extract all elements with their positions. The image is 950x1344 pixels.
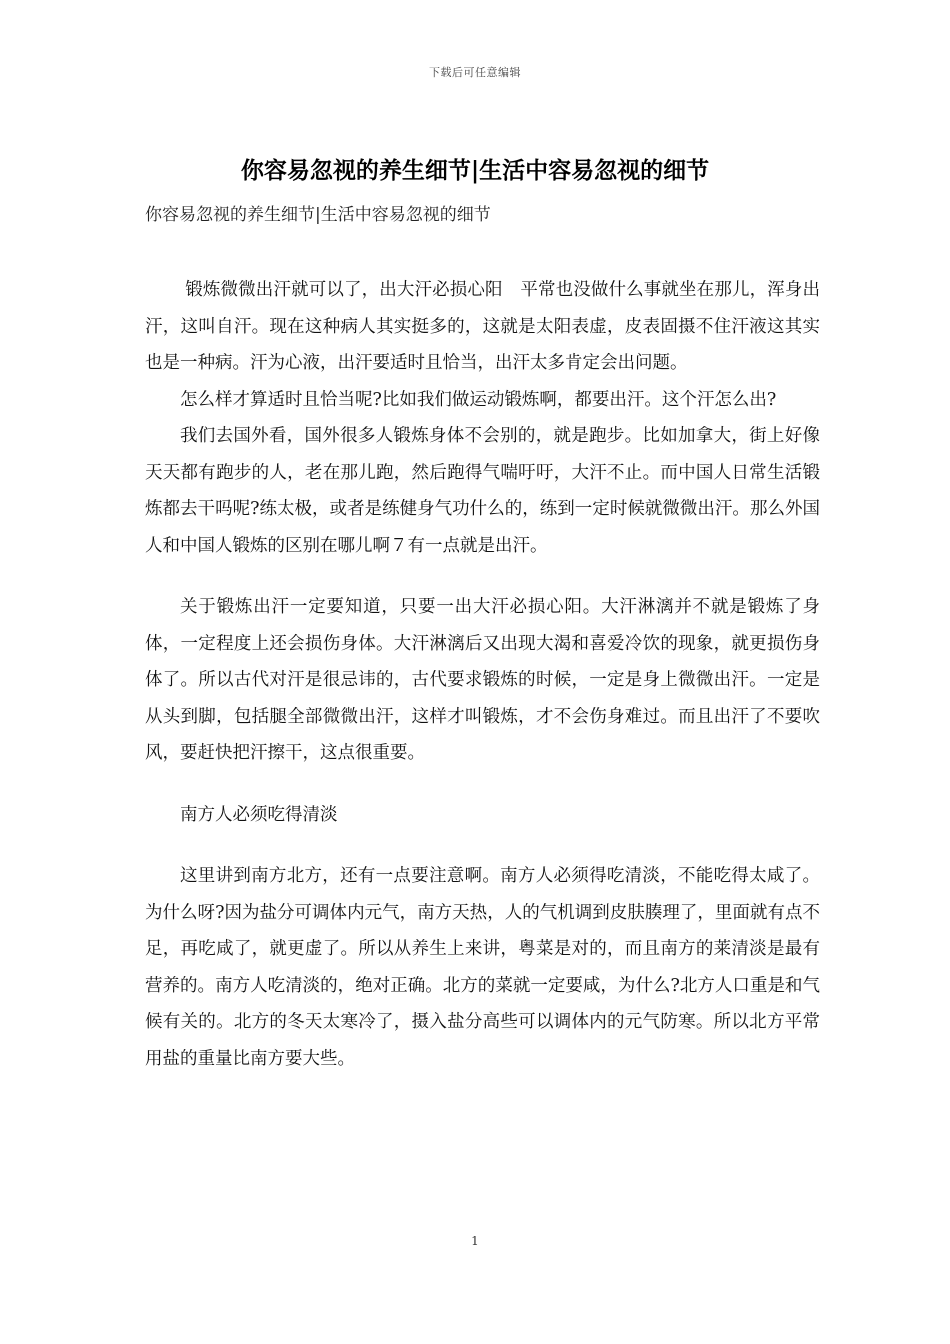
header-note: 下载后可任意编辑 <box>429 66 521 79</box>
paragraph: 怎么样才算适时且恰当呢?比如我们做运动锻炼啊，都要出汗。这个汗怎么出? <box>180 389 777 410</box>
paragraph: 这里讲到南方北方，还有一点要注意啊。南方人必须得吃清淡，不能吃得太咸了。为什么呀?因为盐分可调体内元气，南方天热，人的气机调到皮肤腠理了，里面就有点不足，再吃咸了，就更虚了。所以从养生上来讲，粤菜是对的，而且南方的莱清淡是最有营养的。南方人吃清淡的，绝对正确。北方的菜就一定要咸，为什么?北方人口重是和气候有关的。北方的冬天太寒冷了，摄入盐分高些可以调体内的元气防寒。所以北方平常用盐的重量比南方要大些。 <box>145 866 820 1069</box>
document-body <box>145 272 820 1077</box>
paragraph: 我们去国外看，国外很多人锻炼身体不会别的，就是跑步。比如加拿大，街上好像天天都有跑步的人，老在那儿跑，然后跑得气喘吁吁，大汗不止。而中国人日常生活锻炼都去干吗呢?练太极，或者是练健身气功什么的，练到一定时候就微微出汗。那么外国人和中国人锻炼的区别在哪儿啊７有一点就是出汗。 <box>145 426 820 556</box>
page-number: 1 <box>471 1234 479 1248</box>
document-subtitle: 你容易忽视的养生细节|生活中容易忽视的细节 <box>145 205 491 225</box>
document-title: 你容易忽视的养生细节|生活中容易忽视的细节 <box>240 157 710 184</box>
paragraph: 锻炼微微出汗就可以了，出大汗必损心阳 平常也没做什么事就坐在那儿，浑身出汗，这叫自汗。现在这种病人其实挺多的，这就是太阳表虚，皮表固摄不住汗液这其实也是一种病。汗为心液，出汗要适时且恰当，出汗太多肯定会出问题。 <box>145 280 820 373</box>
section-heading: 南方人必须吃得清淡 <box>180 804 338 825</box>
paragraph: 关于锻炼出汗一定要知道，只要一出大汗必损心阳。大汗淋漓并不就是锻炼了身体，一定程度上还会损伤身体。大汗淋漓后又出现大渴和喜爱冷饮的现象，就更损伤身体了。所以古代对汗是很忌讳的，古代要求锻炼的时候，一定是身上微微出汗。一定是从头到脚，包括腿全部微微出汗，这样才叫锻炼，才不会伤身难过。而且出汗了不要吹风，要赶快把汗擦干，这点很重要。 <box>145 597 820 763</box>
